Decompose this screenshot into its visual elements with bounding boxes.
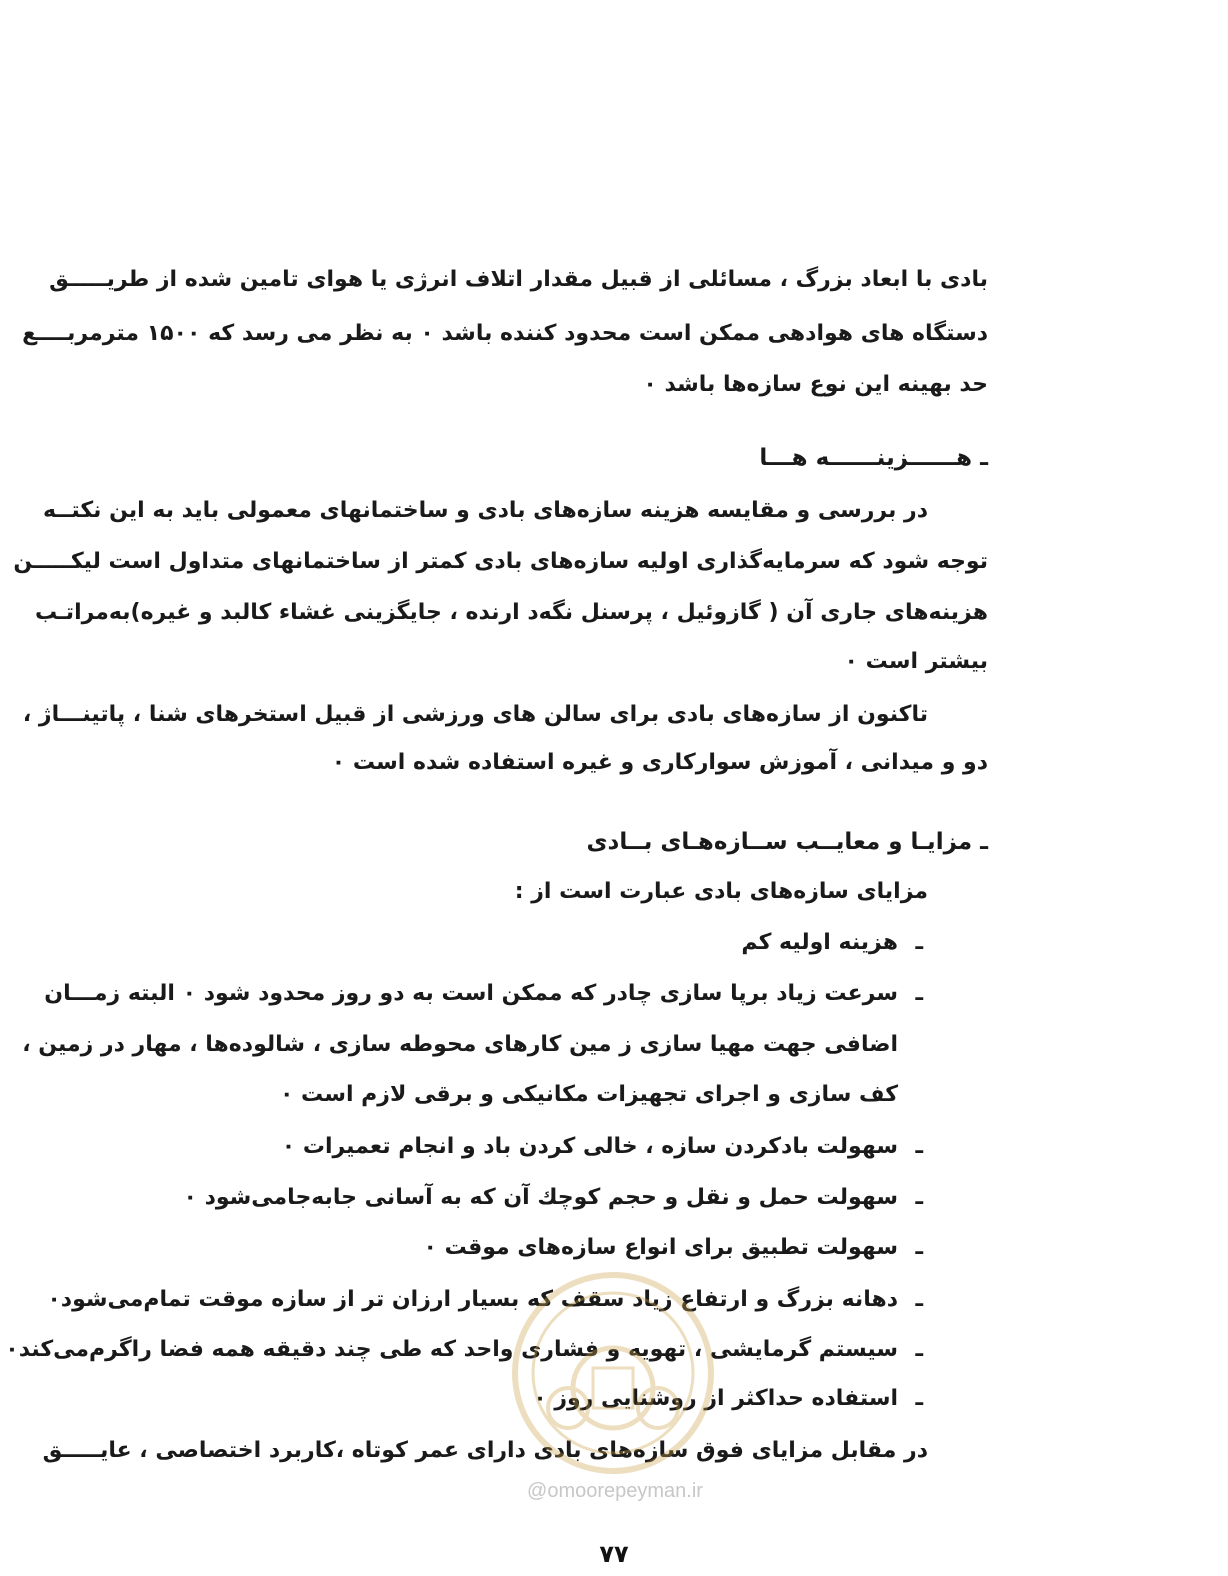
pros-intro: مزایای سازه‌های بادی عبارت است از : [514,879,928,904]
bullet-dash: ـ [915,981,923,1006]
heading-costs: ـ هــــــزینــــــه هـــا [759,445,988,471]
bullet-item-8: استفاده حداکثر از روشنایی روز ۰ [533,1386,898,1411]
paragraph2-line-1: در بررسی و مقایسه هزینه سازه‌های بادی و ساختمانهای معمولی باید به این نکتــه [43,498,928,523]
bullet-item-3: سهولت بادکردن سازه ، خالی کردن باد و انجام تعمیرات ۰ [281,1134,898,1159]
paragraph1-line-3: حد بهینه این نوع سازه‌ها باشد ۰ [643,372,988,397]
bullet-dash: ـ [915,1235,923,1260]
heading-pros-cons: ـ مزایـا و معایــب ســازه‌هـای بــادی [586,829,988,855]
paragraph1-line-1: بادی با ابعاد بزرگ ، مسائلی از قبیل مقدار اتلاف انرژی یا هوای تامین شده از طریـــــق [49,267,988,292]
watermark-text: @omoorepeyman.ir [527,1480,703,1502]
closing-line: در مقابل مزایای فوق سازه‌های بادی دارای عمر کوتاه ،کاربرد اختصاصی ، عایـــــق [42,1438,928,1463]
paragraph2-line-3: هزینه‌های جاری آن ( گازوئیل ، پرسنل نگه‌د ارنده ، جایگزینی غشاء کالبد و غیره)به‌مراتـب [35,600,988,625]
bullet-dash: ـ [915,1134,923,1159]
bullet-item-6: دهانه بزرگ و ارتفاع زیاد سقف که بسیار ارزان تر از سازه موقت تمام‌می‌شود۰ [47,1287,898,1312]
watermark-seal-icon [508,1268,718,1478]
bullet-item-1: هزینه اولیه کم [741,930,898,955]
bullet-item-2-line-1: سرعت زیاد برپا سازی چادر که ممکن است به دو روز محدود شود ۰ البته زمـــان [44,981,898,1006]
bullet-dash: ـ [915,1386,923,1411]
paragraph3-line-2: دو و میدانی ، آموزش سوارکاری و غیره استفاده شده است ۰ [331,750,988,775]
bullet-item-2-line-3: کف سازی و اجرای تجهیزات مکانیکی و برقی لازم است ۰ [279,1082,898,1107]
paragraph2-line-4: بیشتر است ۰ [844,649,988,674]
bullet-item-4: سهولت حمل و نقل و حجم کوچك آن که به آسانی جابه‌جامی‌شود ۰ [183,1185,898,1210]
paragraph3-line-1: تاکنون از سازه‌های بادی برای سالن های ورزشی از قبیل استخرهای شنا ، پاتینـــاژ ، [22,702,928,727]
page-number: ۷۷ [599,1540,629,1568]
bullet-item-7: سیستم گرمایشی ، تهویه و فشاری واحد که طی چند دقیقه همه فضا راگرم‌می‌کند۰ [5,1337,898,1362]
bullet-dash: ـ [915,1337,923,1362]
bullet-item-2-line-2: اضافی جهت مهیا سازی ز مین کارهای محوطه سازی ، شالوده‌ها ، مهار در زمین ، [22,1032,898,1057]
paragraph2-line-2: توجه شود که سرمایه‌گذاری اولیه سازه‌های بادی کمتر از ساختمانهای متداول است لیکـــــن [13,549,988,574]
bullet-dash: ـ [915,1287,923,1312]
bullet-dash: ـ [915,930,923,955]
bullet-dash: ـ [915,1185,923,1210]
paragraph1-line-2: دستگاه های هوادهی ممکن است محدود کننده باشد ۰ به نظر می رسد که ۱۵۰۰ مترمربــــع [22,321,988,346]
bullet-item-5: سهولت تطبیق برای انواع سازه‌های موقت ۰ [423,1235,898,1260]
